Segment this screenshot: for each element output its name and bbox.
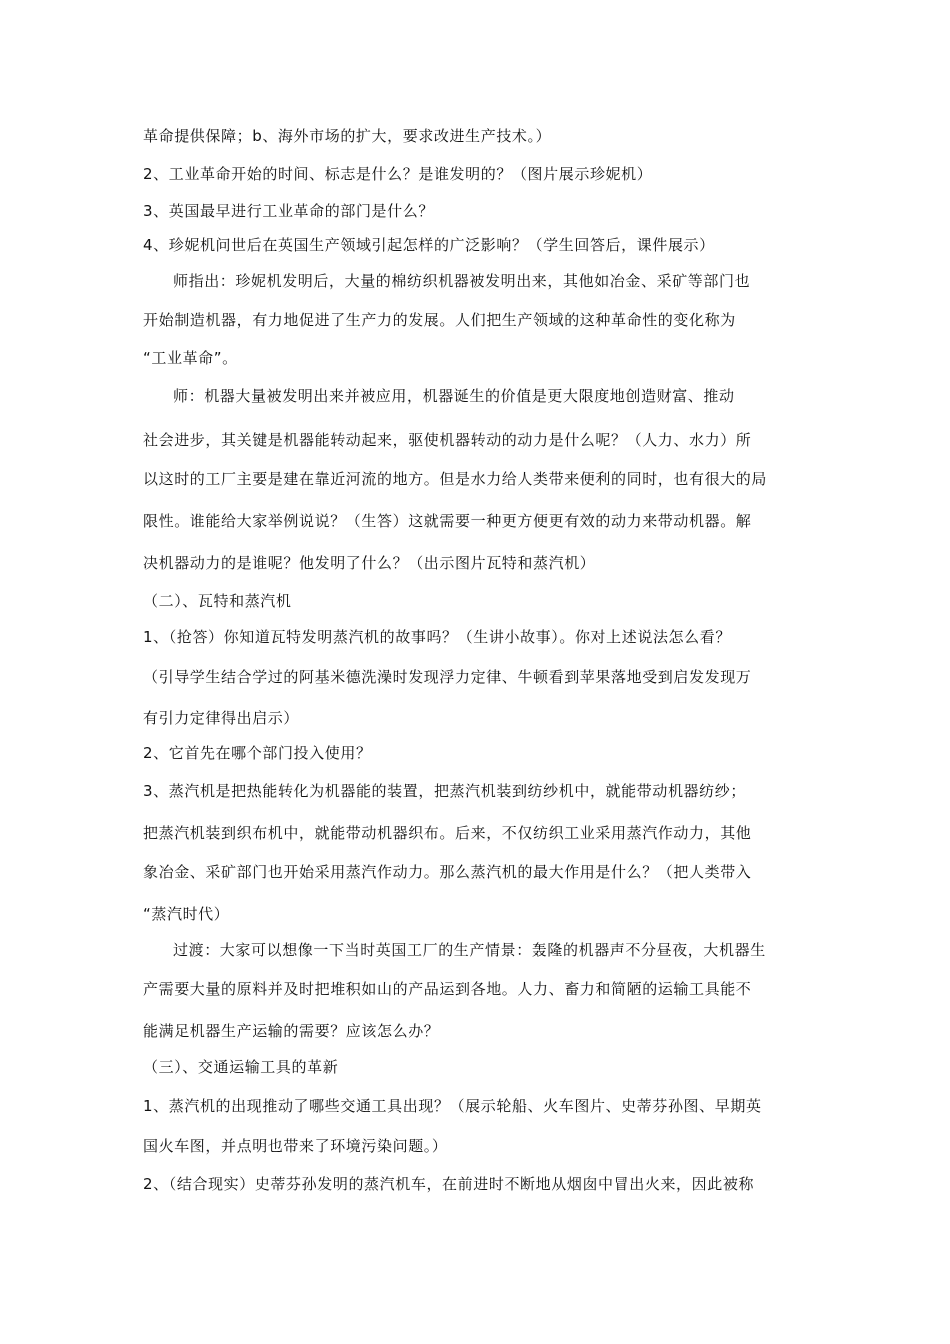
text-line: 3、蒸汽机是把热能转化为机器能的装置，把蒸汽机装到纺纱机中，就能带动机器纺纱； — [143, 782, 746, 800]
text-line: 4、珍妮机问世后在英国生产领域引起怎样的广泛影响？（学生回答后，课件展示） — [143, 236, 715, 254]
text-line: 2、它首先在哪个部门投入使用？ — [143, 744, 372, 762]
text-line: “工业革命”。 — [143, 349, 238, 367]
section-heading: （二）、瓦特和蒸汽机 — [143, 592, 292, 610]
text-line: 社会进步，其关键是机器能转动起来，驱使机器转动的动力是什么呢？（人力、水力）所 — [143, 431, 752, 449]
text-line: 过渡：大家可以想像一下当时英国工厂的生产情景：轰隆的机器声不分昼夜，大机器生 — [173, 941, 766, 959]
text-line: “蒸汽时代） — [143, 905, 230, 923]
text-line: 象冶金、采矿部门也开始采用蒸汽作动力。那么蒸汽机的最大作用是什么？（把人类带入 — [143, 863, 752, 881]
text-line: 革命提供保障；b、海外市场的扩大，要求改进生产技术。） — [143, 127, 552, 145]
text-line: 师：机器大量被发明出来并被应用，机器诞生的价值是更大限度地创造财富、推动 — [173, 387, 735, 405]
text-line: 3、英国最早进行工业革命的部门是什么？ — [143, 202, 434, 220]
text-line: 师指出：珍妮机发明后，大量的棉纺织机器被发明出来，其他如冶金、采矿等部门也 — [173, 272, 751, 290]
text-line: 限性。谁能给大家举例说说？（生答）这就需要一种更方便更有效的动力来带动机器。解 — [143, 512, 752, 530]
section-heading: （三）、交通运输工具的革新 — [143, 1058, 339, 1076]
text-line: 决机器动力的是谁呢？他发明了什么？（出示图片瓦特和蒸汽机） — [143, 554, 596, 572]
text-line: 国火车图，并点明也带来了环境污染问题。） — [143, 1137, 448, 1155]
text-line: （引导学生结合学过的阿基米德洗澡时发现浮力定律、牛顿看到苹果落地受到启发发现万 — [143, 668, 752, 686]
text-line: 有引力定律得出启示） — [143, 709, 300, 727]
text-line: 开始制造机器，有力地促进了生产力的发展。人们把生产领域的这种革命性的变化称为 — [143, 311, 736, 329]
text-line: 把蒸汽机装到织布机中，就能带动机器织布。后来，不仅纺织工业采用蒸汽作动力，其他 — [143, 824, 752, 842]
text-line: 2、工业革命开始的时间、标志是什么？是谁发明的？（图片展示珍妮机） — [143, 165, 653, 183]
text-line: 能满足机器生产运输的需要？应该怎么办？ — [143, 1022, 440, 1040]
text-line: 1、蒸汽机的出现推动了哪些交通工具出现？（展示轮船、火车图片、史蒂芬孙图、早期英 — [143, 1097, 762, 1115]
text-line: 1、（抢答）你知道瓦特发明蒸汽机的故事吗？（生讲小故事）。你对上述说法怎么看？ — [143, 628, 731, 646]
text-line: 产需要大量的原料并及时把堆积如山的产品运到各地。人力、畜力和简陋的运输工具能不 — [143, 980, 752, 998]
text-line: 2、（结合现实）史蒂芬孙发明的蒸汽机车，在前进时不断地从烟囱中冒出火来，因此被称 — [143, 1175, 755, 1193]
text-line: 以这时的工厂主要是建在靠近河流的地方。但是水力给人类带来便利的同时，也有很大的局 — [143, 470, 768, 488]
